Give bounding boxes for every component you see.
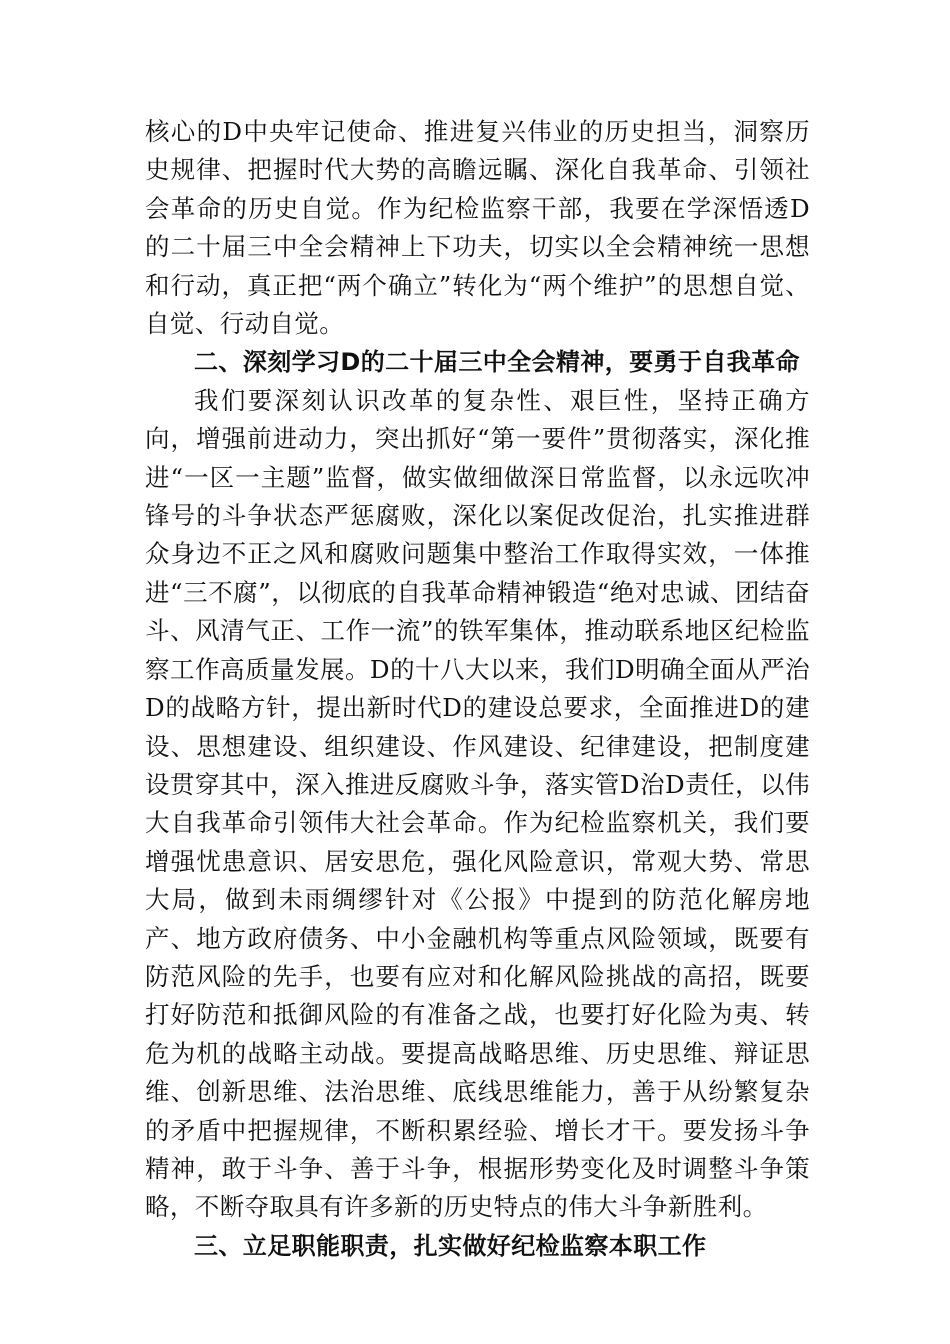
section-heading-3: 三、立足职能职责，扎实做好纪检监察本职工作 [194, 1231, 707, 1260]
paragraph-intro-continuation: 核心的D中央牢记使命、推进复兴伟业的历史担当，洞察历史规律、把握时代大势的高瞻远瞩、深化自我革命、引领社会革命的历史自觉。作为纪检监察干部，我要在学深悟透D的二十届三中全会精神上下功夫，切实以全会精神统一思想和行动，真正把“两个确立”转化为“两个维护”的思想自觉、自觉、行动自觉。 [145, 117, 810, 339]
paragraph-self-revolution: 我们要深刻认识改革的复杂性、艰巨性，坚持正确方向，增强前进动力，突出抓好“第一要件”贯彻落实，深化推进“一区一主题”监督，做实做细做深日常监督，以永远吹冲锋号的斗争状态严惩腐败，深化以案促改促治，扎实推进群众身边不正之风和腐败问题集中整治工作取得实效，一体推进“三不腐”，以彻底的自我革命精神锻造“绝对忠诚、团结奋斗、风清气正、工作一流”的铁军集体，推动联系地区纪检监察工作高质量发展。D的十八大以来，我们D明确全面从严治D的战略方针，提出新时代D的建设总要求，全面推进D的建设、思想建设、组织建设、作风建设、纪律建设，把制度建设贯穿其中，深入推进反腐败斗争，落实管D治D责任，以伟大自我革命引领伟大社会革命。作为纪检监察机关，我们要增强忧患意识、居安思危，强化风险意识，常观大势、常思大局，做到未雨绸缪针对《公报》中提到的防范化解房地产、地方政府债务、中小金融机构等重点风险领域，既要有防范风险的先手，也要有应对和化解风险挑战的高招，既要打好防范和抵御风险的有准备之战，也要打好化险为夷、转危为机的战略主动战。要提高战略思维、历史思维、辩证思维、创新思维、法治思维、底线思维能力，善于从纷繁复杂的矛盾中把握规律，不断积累经验、增长才干。要发扬斗争精神，敢于斗争、善于斗争，根据形势变化及时调整斗争策略，不断夺取具有许多新的历史特点的伟大斗争新胜利。 [145, 385, 810, 1222]
document-body [145, 113, 810, 1265]
section-heading-2: 二、深刻学习D的二十届三中全会精神，要勇于自我革命 [194, 348, 800, 377]
